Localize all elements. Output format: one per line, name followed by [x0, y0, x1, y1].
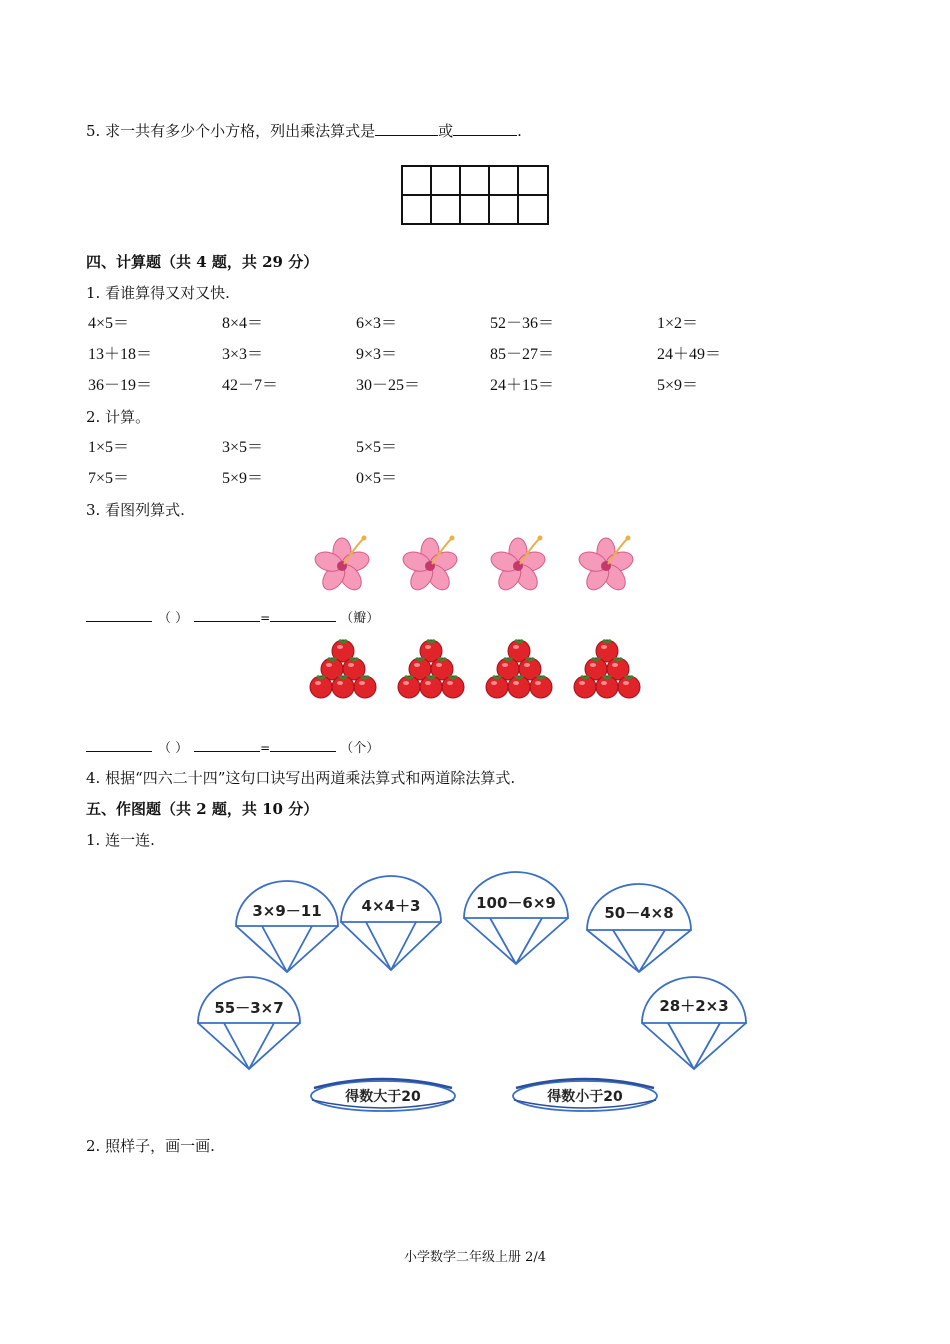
tomato-pyramid-icon	[398, 639, 464, 698]
section-4-question-3: 3. 看图列算式.	[86, 501, 185, 519]
calc-item: 52－36＝	[490, 315, 555, 332]
flower-icon	[577, 536, 636, 594]
calc-item: 5×5＝	[356, 439, 398, 456]
question-5-end: .	[517, 122, 522, 140]
answer-blank-2[interactable]	[453, 120, 517, 136]
equation-equals: =	[260, 611, 271, 625]
flowers-picture	[300, 530, 660, 594]
tomato-pyramid-icon	[574, 639, 640, 698]
tomato-pyramid-icon	[310, 639, 376, 698]
calc-item: 5×9＝	[657, 377, 699, 394]
section-4-question-1: 1. 看谁算得又对又快.	[86, 284, 230, 302]
parachute-label: 4×4＋3	[361, 897, 421, 915]
parachute-4[interactable]	[587, 884, 691, 972]
equation-blank[interactable]	[270, 606, 336, 622]
parachute-label: 3×9－11	[252, 902, 322, 920]
calc-item: 7×5＝	[88, 470, 130, 487]
equation-blank[interactable]	[270, 736, 336, 752]
flower-icon	[401, 536, 460, 594]
parachute-label: 100－6×9	[476, 894, 556, 912]
section-4-question-4: 4. 根据“四六二十四”这句口诀写出两道乘法算式和两道除法算式.	[86, 769, 516, 787]
page-footer: 小学数学二年级上册 2/4	[403, 1250, 547, 1265]
calc-item: 24＋49＝	[657, 346, 722, 363]
equation-unit: （瓣）	[340, 611, 380, 626]
equation-paren: （ ）	[158, 611, 189, 626]
equation-line-1	[86, 606, 379, 629]
equation-blank[interactable]	[86, 606, 152, 622]
equation-blank[interactable]	[194, 736, 260, 752]
equation-paren: （ ）	[158, 741, 189, 756]
calc-item: 85－27＝	[490, 346, 555, 363]
calc-item: 24＋15＝	[490, 377, 555, 394]
tomatoes-picture	[300, 633, 652, 705]
calc-item: 4×5＝	[88, 315, 130, 332]
equation-equals: =	[260, 741, 271, 755]
calc-item: 42－7＝	[222, 377, 279, 394]
question-5-text: 5. 求一共有多少个小方格，列出乘法算式是	[86, 122, 376, 140]
calc-item: 1×2＝	[657, 315, 699, 332]
parachute-label: 55－3×7	[214, 999, 284, 1017]
parachute-2[interactable]	[341, 876, 441, 970]
answer-blank-1[interactable]	[375, 120, 438, 136]
calc-item: 8×4＝	[222, 315, 264, 332]
target-label: 得数小于20	[547, 1089, 623, 1105]
calc-item: 3×5＝	[222, 439, 264, 456]
equation-line-2	[86, 736, 379, 759]
calc-item: 9×3＝	[356, 346, 398, 363]
section-4-question-2: 2. 计算。	[86, 408, 151, 426]
calc-item: 6×3＝	[356, 315, 398, 332]
parachute-label: 50－4×8	[604, 904, 674, 922]
calc-item: 1×5＝	[88, 439, 130, 456]
question-5-or: 或	[438, 122, 454, 140]
calc-item: 3×3＝	[222, 346, 264, 363]
calc-item: 0×5＝	[356, 470, 398, 487]
parachute-label: 28＋2×3	[659, 997, 729, 1015]
equation-blank[interactable]	[194, 606, 260, 622]
square-grid	[400, 164, 551, 226]
calc-item: 36－19＝	[88, 377, 153, 394]
question-5	[86, 120, 522, 141]
parachute-6[interactable]	[642, 977, 746, 1069]
equation-unit: （个）	[340, 741, 380, 756]
parachute-3[interactable]	[464, 872, 568, 964]
equation-blank[interactable]	[86, 736, 152, 752]
tomato-pyramid-icon	[486, 639, 552, 698]
section-5-question-2: 2. 照样子，画一画.	[86, 1137, 215, 1155]
section-4-title: 四、计算题（共 4 题，共 29 分）	[86, 253, 319, 271]
calc-item: 13＋18＝	[88, 346, 153, 363]
section-5-title: 五、作图题（共 2 题，共 10 分）	[86, 800, 319, 818]
calc-item: 5×9＝	[222, 470, 264, 487]
flower-icon	[313, 536, 372, 594]
parachute-5[interactable]	[198, 977, 300, 1069]
calc-item: 30－25＝	[356, 377, 421, 394]
parachute-1[interactable]	[236, 881, 338, 972]
section-5-question-1: 1. 连一连.	[86, 831, 155, 849]
flower-icon	[489, 536, 548, 594]
parachute-matching-diagram	[190, 870, 760, 1120]
target-label: 得数大于20	[345, 1089, 421, 1105]
